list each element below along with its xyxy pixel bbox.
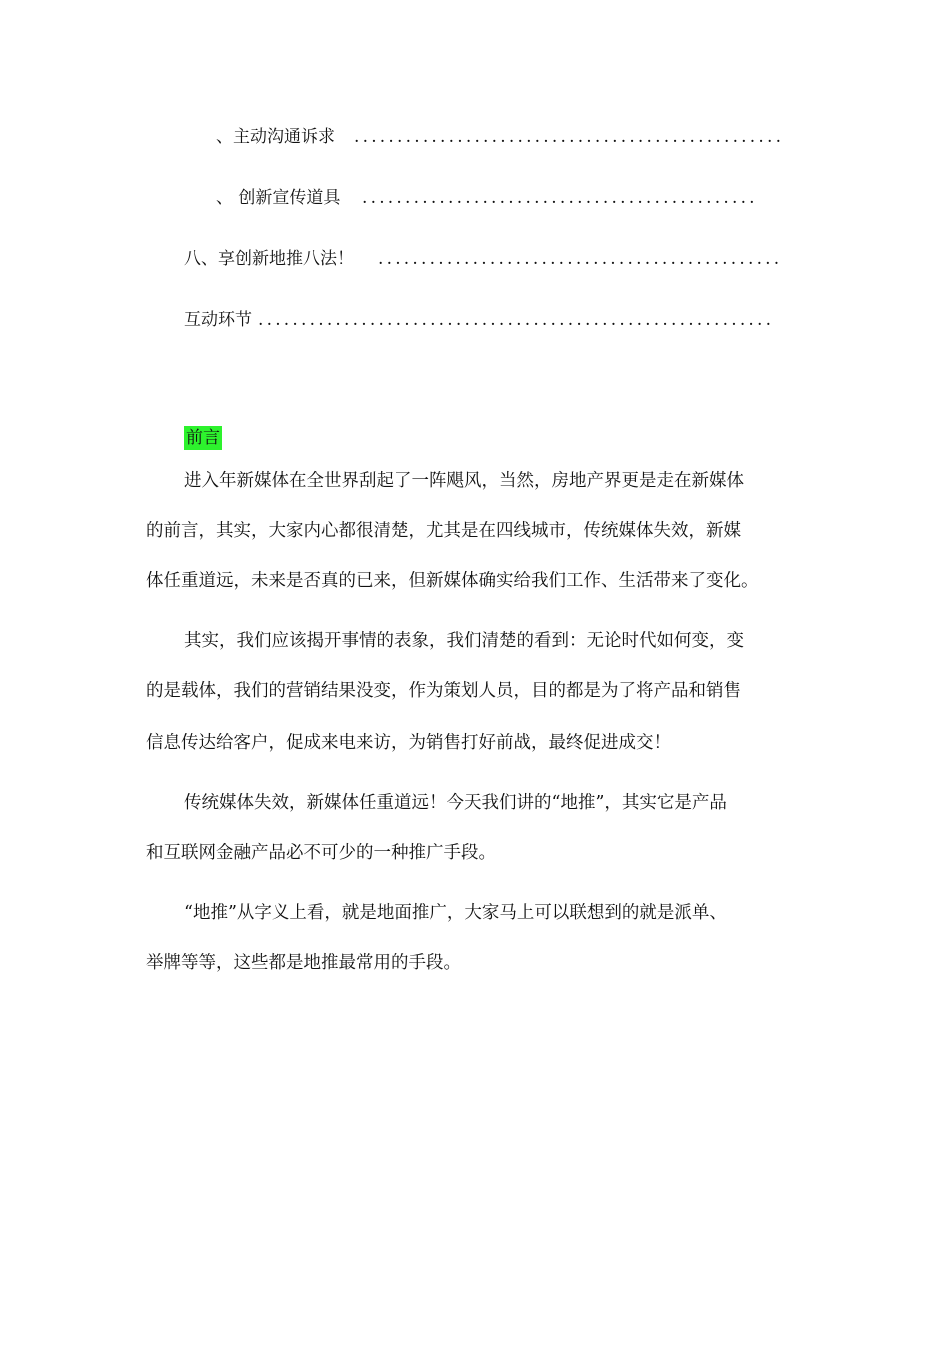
paragraph-line: “地推”从字义上看，就是地面推广，大家马上可以联想到的就是派单、 [184,903,727,923]
toc-entry[interactable] [0,185,806,211]
toc-entry-label: 、主动沟通诉求 [216,124,335,150]
paragraph-line: 的前言，其实，大家内心都很清楚，尤其是在四线城市，传统媒体失效，新媒 [146,521,741,541]
paragraph-line: 的是载体，我们的营销结果没变，作为策划人员，目的都是为了将产品和销售 [146,681,741,701]
toc-entry-label: 互动环节 [184,307,252,333]
toc-leader-dots: ............................................................ [258,310,775,330]
toc-entry-label: 八、享创新地推八法！ [184,246,354,272]
toc-entry[interactable] [0,307,806,333]
toc-entry[interactable] [0,246,806,272]
paragraph-line: 传统媒体失效，新媒体任重道远！今天我们讲的“地推”，其实它是产品 [184,793,727,813]
section-heading: 前言 [186,428,220,448]
toc-leader-dots: .............................................. [362,188,758,208]
paragraph-line: 体任重道远，未来是否真的已来，但新媒体确实给我们工作、生活带来了变化。 [146,571,759,591]
paragraph-line: 信息传达给客户，促成来电来访，为销售打好前战，最终促进成交！ [146,733,671,753]
paragraph-line: 和互联网金融产品必不可少的一种推广手段。 [146,843,496,863]
toc-entry[interactable] [0,124,806,150]
toc-leader-dots: .................................................. [354,127,785,147]
toc-entry-label: 、 创新宣传道具 [216,185,340,211]
paragraph-line: 其实，我们应该揭开事情的表象，我们清楚的看到：无论时代如何变，变 [184,631,744,651]
paragraph-line: 进入年新媒体在全世界刮起了一阵飓风，当然，房地产界更是走在新媒体 [184,471,744,491]
toc-leader-dots: ............................................... [378,249,783,269]
paragraph-line: 举牌等等，这些都是地推最常用的手段。 [146,953,461,973]
